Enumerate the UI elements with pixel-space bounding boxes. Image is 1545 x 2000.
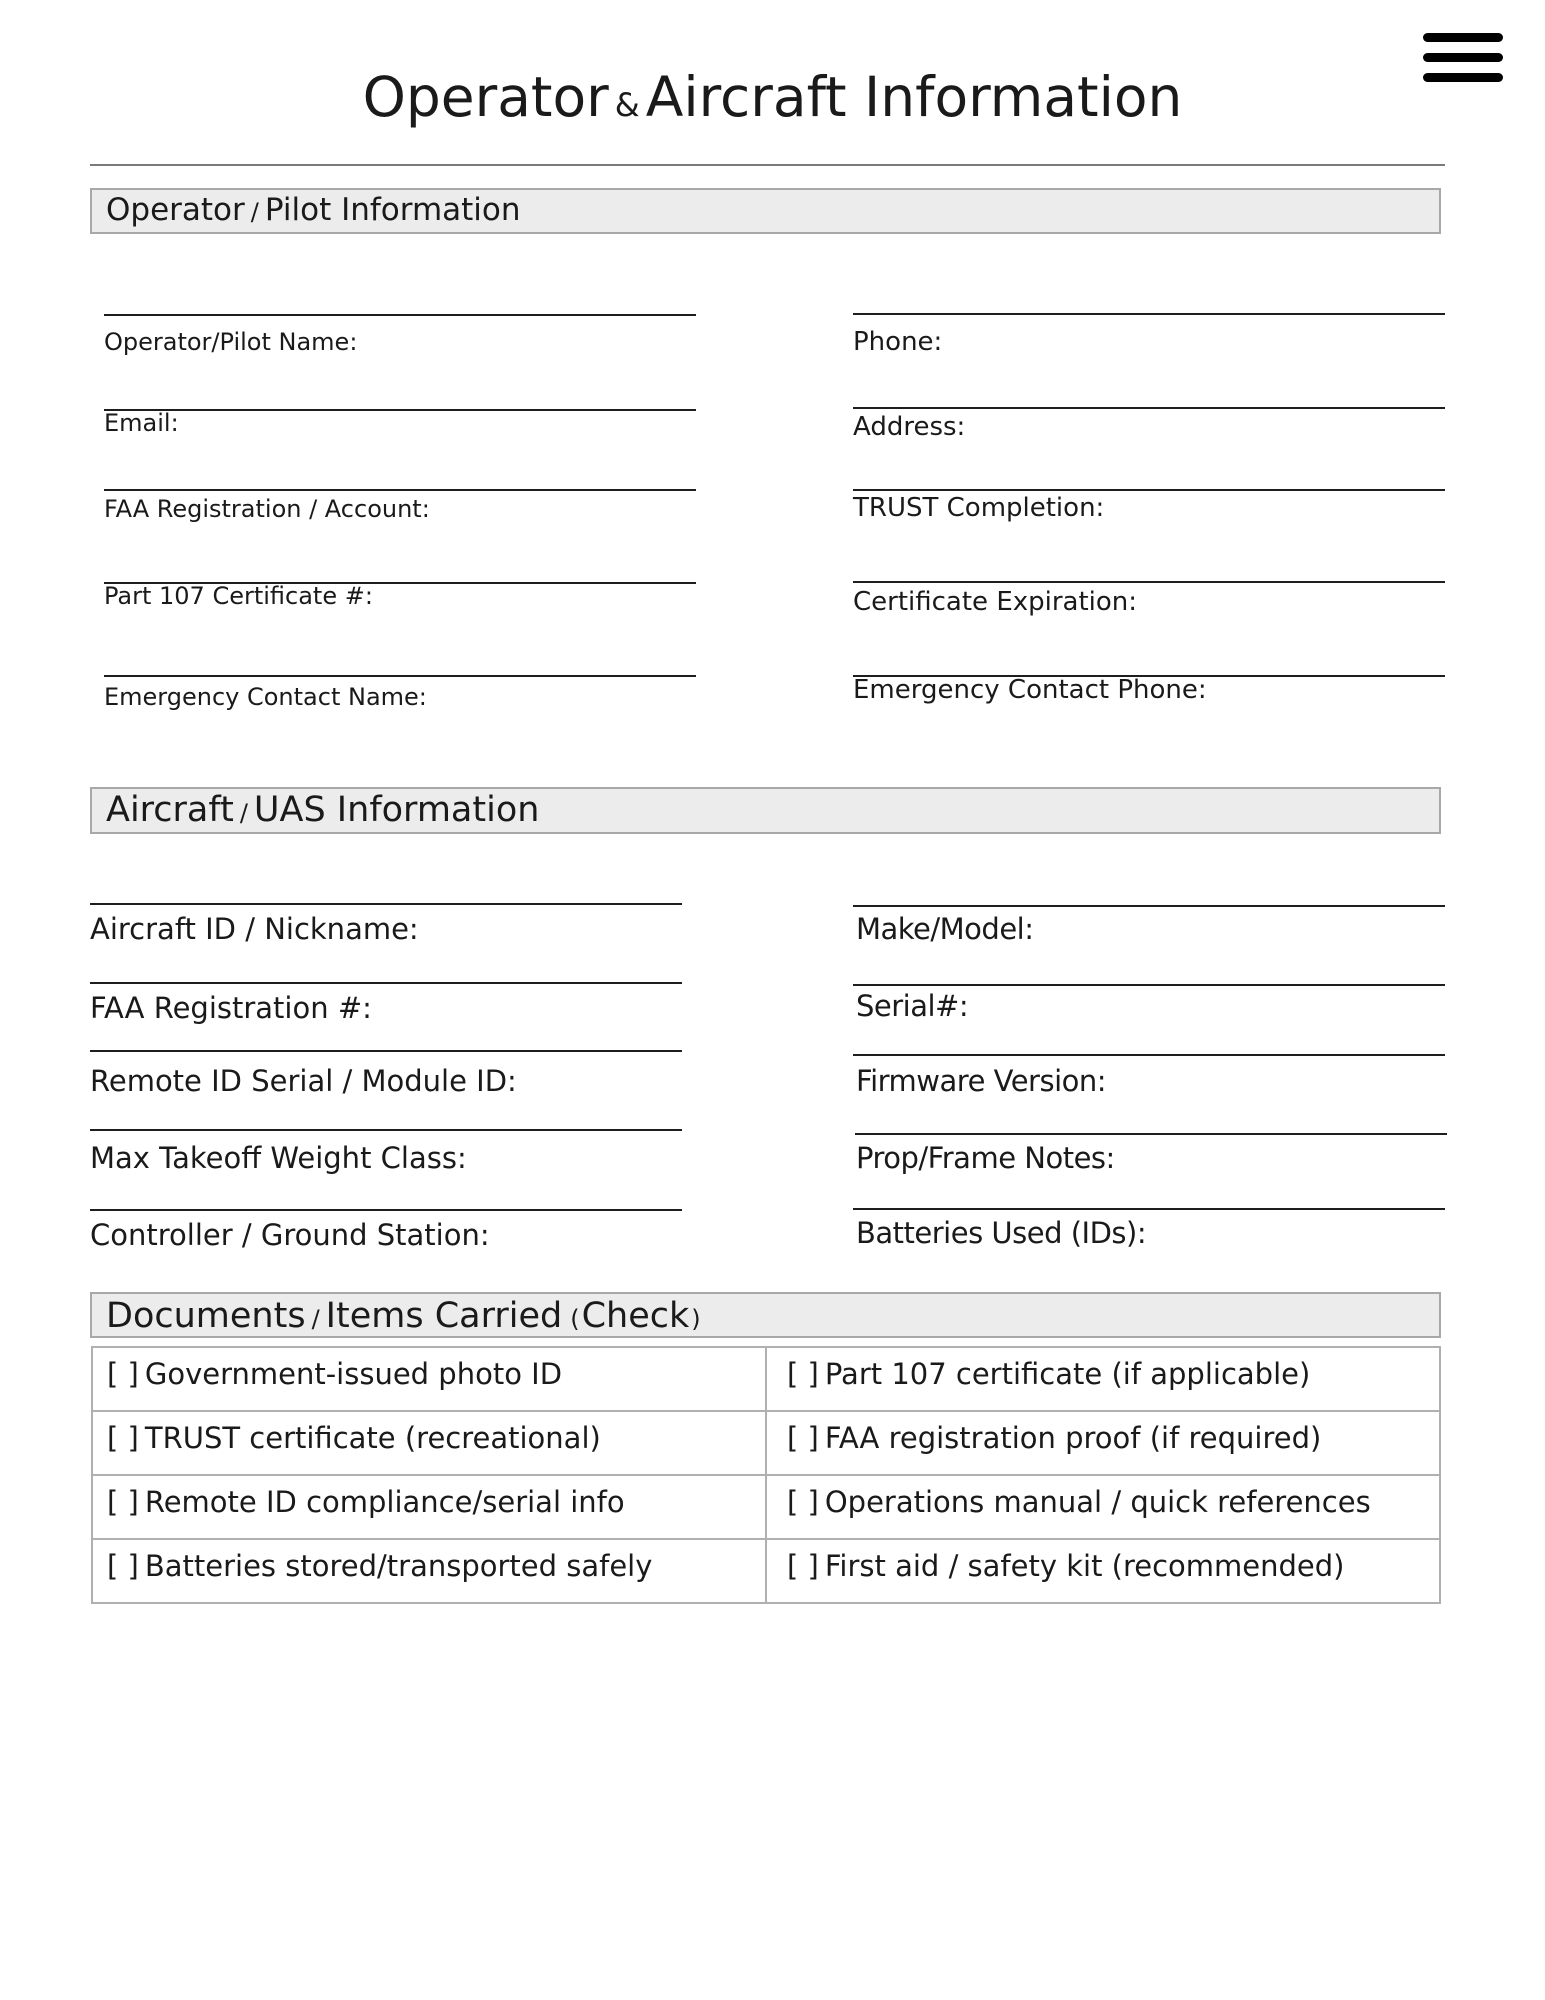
field-underline	[853, 1208, 1445, 1210]
field-underline	[90, 903, 682, 905]
table-row	[92, 1539, 1440, 1603]
checklist-item-label: TRUST certificate (recreational)	[144, 1421, 601, 1455]
checkbox[interactable]: [ ]	[107, 1421, 139, 1455]
section-heading-part: Check	[581, 1296, 690, 1336]
checklist-item[interactable]	[766, 1411, 1440, 1475]
field-underline	[104, 409, 696, 411]
field-label: Batteries Used (IDs):	[856, 1216, 1147, 1250]
checkbox[interactable]: [ ]	[107, 1485, 139, 1519]
title-aircraft-information: Aircraft Information	[645, 65, 1183, 129]
field-underline	[853, 905, 1445, 907]
menu-bar	[1423, 73, 1503, 82]
section-heading-paren: )	[691, 1305, 701, 1333]
documents-checklist-table	[91, 1346, 1441, 1604]
checklist-item[interactable]	[92, 1411, 766, 1475]
field-label: Address:	[853, 412, 966, 442]
table-row	[92, 1475, 1440, 1539]
table-row	[92, 1411, 1440, 1475]
field-underline	[90, 1050, 682, 1052]
checkbox[interactable]: [ ]	[107, 1357, 139, 1391]
field-label: FAA Registration #:	[90, 991, 372, 1025]
checklist-item-label: Batteries stored/transported safely	[144, 1549, 653, 1583]
field-label: Emergency Contact Name:	[104, 683, 427, 711]
section-heading-separator: /	[239, 799, 248, 827]
checkbox[interactable]: [ ]	[787, 1421, 819, 1455]
checklist-item-label: FAA registration proof (if required)	[824, 1421, 1322, 1455]
checkbox[interactable]: [ ]	[787, 1485, 819, 1519]
section-heading-part: Pilot Information	[264, 192, 521, 228]
field-underline	[853, 581, 1445, 583]
field-underline	[853, 407, 1445, 409]
checklist-item[interactable]	[766, 1347, 1440, 1411]
menu-bar	[1423, 53, 1503, 62]
table-row	[92, 1347, 1440, 1411]
aircraft-section-header	[90, 787, 1441, 834]
field-underline	[104, 489, 696, 491]
field-underline	[104, 675, 696, 677]
field-underline	[90, 1209, 682, 1211]
section-heading-separator: /	[311, 1305, 320, 1333]
field-label: Serial#:	[856, 989, 969, 1023]
field-label: Certificate Expiration:	[853, 587, 1138, 617]
operator-section-header	[90, 188, 1441, 234]
field-label: Aircraft ID / Nickname:	[90, 912, 419, 946]
checkbox[interactable]: [ ]	[107, 1549, 139, 1583]
field-label: Emergency Contact Phone:	[853, 675, 1207, 705]
checklist-item-label: Part 107 certificate (if applicable)	[824, 1357, 1311, 1391]
checklist-item[interactable]	[92, 1347, 766, 1411]
field-label: Make/Model:	[856, 912, 1034, 946]
checklist-item[interactable]	[766, 1539, 1440, 1603]
field-label: Phone:	[853, 327, 943, 357]
field-underline	[855, 1133, 1447, 1135]
checklist-item[interactable]	[92, 1475, 766, 1539]
section-heading-part: Aircraft	[106, 790, 234, 830]
field-underline	[104, 314, 696, 316]
field-label: Controller / Ground Station:	[90, 1218, 490, 1252]
checkbox[interactable]: [ ]	[787, 1549, 819, 1583]
menu-bar	[1423, 33, 1503, 42]
title-divider	[90, 164, 1445, 166]
section-heading-part: Operator	[106, 192, 245, 228]
section-heading-separator: /	[250, 198, 259, 226]
checklist-item[interactable]	[766, 1475, 1440, 1539]
documents-section-header	[90, 1292, 1441, 1338]
title-ampersand: &	[614, 86, 640, 124]
field-underline	[853, 1054, 1445, 1056]
checklist-item-label: Government-issued photo ID	[144, 1357, 563, 1391]
checkbox[interactable]: [ ]	[787, 1357, 819, 1391]
field-underline	[853, 313, 1445, 315]
section-heading-part: Documents	[106, 1296, 306, 1336]
field-label: FAA Registration / Account:	[104, 495, 430, 523]
checklist-item[interactable]	[92, 1539, 766, 1603]
field-underline	[853, 489, 1445, 491]
field-label: Prop/Frame Notes:	[856, 1141, 1115, 1175]
field-underline	[90, 1129, 682, 1131]
hamburger-menu-icon[interactable]	[1423, 33, 1503, 83]
field-label: Max Takeoff Weight Class:	[90, 1141, 467, 1175]
field-label: Email:	[104, 409, 179, 437]
field-underline	[853, 984, 1445, 986]
field-label: Firmware Version:	[856, 1064, 1107, 1098]
section-heading-part: UAS Information	[253, 790, 540, 830]
field-label: Remote ID Serial / Module ID:	[90, 1064, 517, 1098]
checklist-item-label: Remote ID compliance/serial info	[144, 1485, 625, 1519]
page-title	[0, 62, 1545, 140]
field-label: Part 107 Certificate #:	[104, 582, 373, 610]
checklist-item-label: Operations manual / quick references	[824, 1485, 1371, 1519]
checklist-item-label: First aid / safety kit (recommended)	[824, 1549, 1345, 1583]
field-underline	[90, 982, 682, 984]
field-label: TRUST Completion:	[853, 493, 1105, 523]
field-label: Operator/Pilot Name:	[104, 328, 358, 356]
section-heading-paren: (	[570, 1305, 580, 1333]
title-operator: Operator	[362, 65, 609, 129]
section-heading-part: Items Carried	[325, 1296, 563, 1336]
